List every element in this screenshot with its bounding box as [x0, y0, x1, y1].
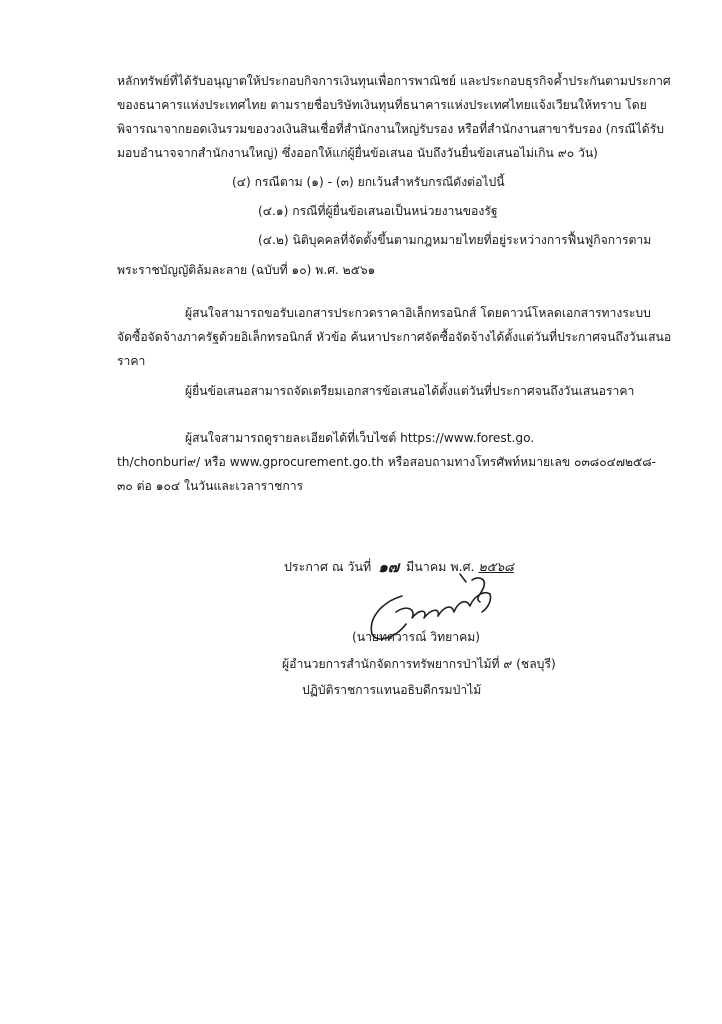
para1-line-1: หลักทรัพย์ที่ได้รับอนุญาตให้ประกอบกิจการเงินทุนเพื่อการพาณิชย์ และประกอบธุรกิจค้ำประกันตามประกาศ: [117, 74, 671, 88]
signer-acting-for: ปฏิบัติราชการแทนอธิบดีกรมป่าไม้: [302, 683, 482, 697]
para4-line-3: ๓๐ ต่อ ๑๐๔ ในวันและเวลาราชการ: [117, 479, 304, 493]
para4-line-1: ผู้สนใจสามารถดูรายละเอียดได้ที่เว็บไซต์ https://www.forest.go.: [185, 431, 535, 445]
para3: ผู้ยื่นข้อเสนอสามารถจัดเตรียมเอกสารข้อเสนอได้ตั้งแต่วันที่ประกาศจนถึงวันเสนอราคา: [185, 384, 635, 398]
announcement-prefix: ประกาศ ณ วันที่: [284, 559, 372, 574]
para2-line-1: ผู้สนใจสามารถขอรับเอกสารประกวดราคาอิเล็กทรอนิกส์ โดยดาวน์โหลดเอกสารทางระบบ: [185, 306, 651, 320]
item-4-2-line-1: (๔.๒) นิติบุคคลที่จัดตั้งขึ้นตามกฎหมายไทยที่อยู่ระหว่างการฟื้นฟูกิจการตาม: [258, 233, 652, 247]
para1-line-4: มอบอำนาจจากสำนักงานใหญ่) ซึ่งออกให้แก่ผู้ยื่นข้อเสนอ นับถึงวันยื่นข้อเสนอไม่เกิน ๙๐ วัน): [117, 146, 598, 160]
para1-line-3: พิจารณาจากยอดเงินรวมของวงเงินสินเชื่อที่สำนักงานใหญ่รับรอง หรือที่สำนักงานสาขารับรอง (กรณีได้รับ: [117, 122, 664, 136]
signer-name: (นายทศวารณ์ วิทยาคม): [352, 630, 481, 644]
para2-line-2: จัดซื้อจัดจ้างภาครัฐด้วยอิเล็กทรอนิกส์ หัวข้อ ค้นหาประกาศจัดซื้อจัดจ้างได้ตั้งแต่วันที่ประกาศจนถึงวันเสนอ: [117, 330, 672, 344]
item-4-2-line-2: พระราชบัญญัติล้มละลาย (ฉบับที่ ๑๐) พ.ศ. ๒๕๖๑: [117, 263, 376, 277]
announcement-year: ๒๕๖๘: [478, 559, 514, 574]
para2-line-3: ราคา: [117, 354, 146, 368]
para1-line-2: ของธนาคารแห่งประเทศไทย ตามรายชื่อบริษัทเงินทุนที่ธนาคารแห่งประเทศไทยแจ้งเวียนให้ทราบ โดย: [117, 98, 647, 112]
signer-title: ผู้อำนวยการสำนักจัดการทรัพยากรป่าไม้ที่ ๙ (ชลบุรี): [282, 657, 556, 671]
announcement-era: พ.ศ.: [450, 559, 475, 574]
para4-line-2: th/chonburi๙/ หรือ www.gprocurement.go.th หรือสอบถามทางโทรศัพท์หมายเลข ๐๓๘๐๔๗๒๕๘-: [117, 455, 657, 469]
item-4-1: (๔.๑) กรณีที่ผู้ยื่นข้อเสนอเป็นหน่วยงานของรัฐ: [258, 204, 498, 218]
announcement-month: มีนาคม: [406, 559, 447, 574]
item-4: (๔) กรณีตาม (๑) - (๓) ยกเว้นสำหรับกรณีดังต่อไปนี้: [232, 175, 505, 189]
announcement-day: ๑๗: [378, 558, 400, 576]
